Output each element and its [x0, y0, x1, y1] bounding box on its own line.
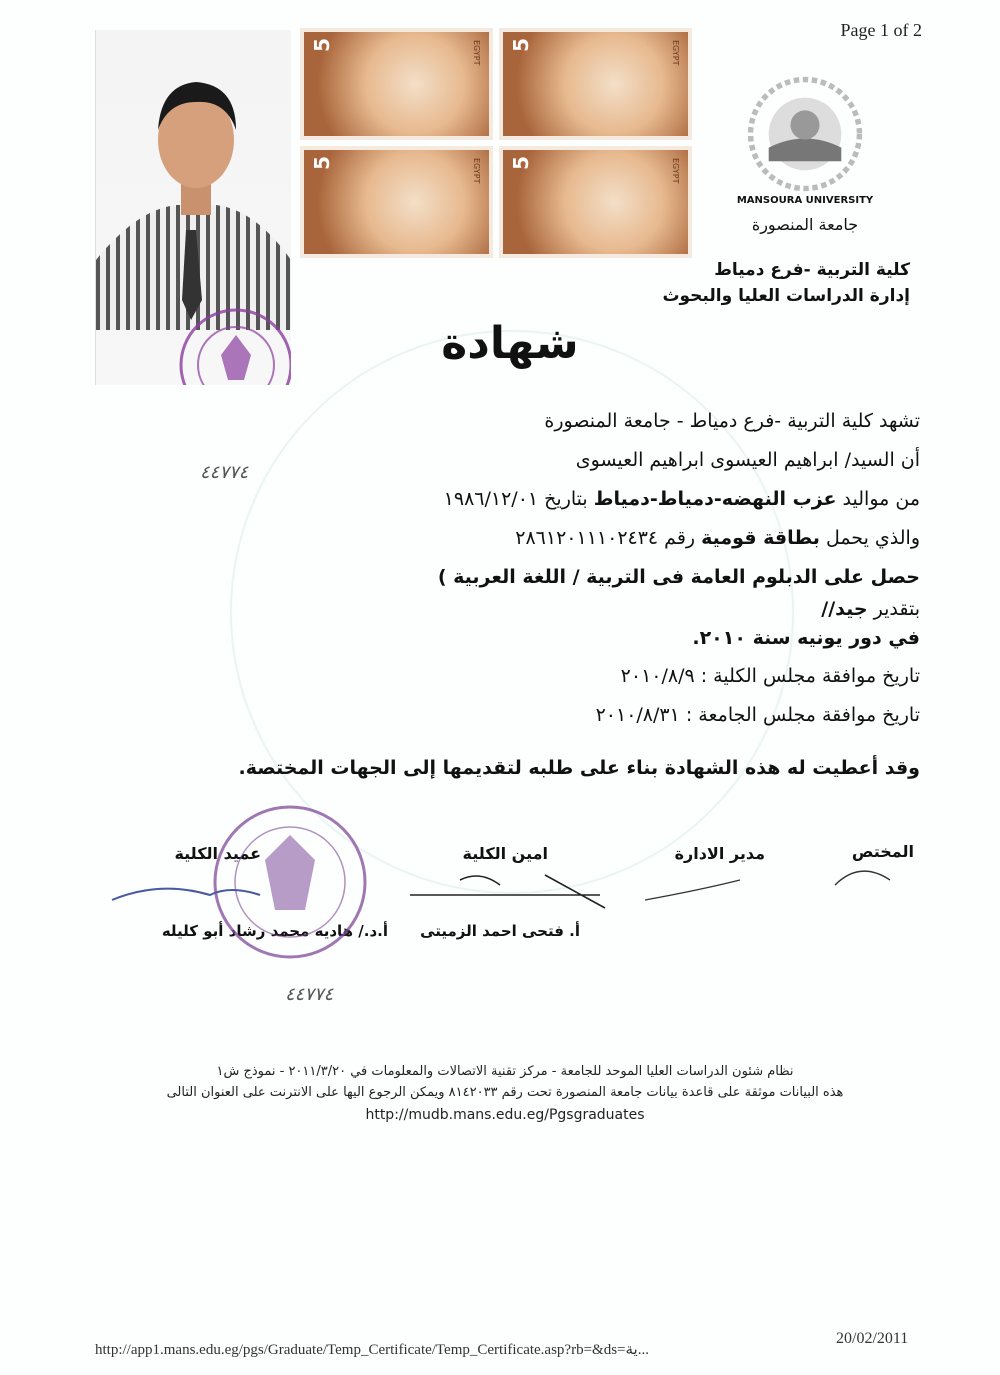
dean-name: أ.د./ هاديه محمد رشاد أبو كليله	[161, 922, 388, 940]
body-line-1: تشهد كلية التربية -فرع دمياط - جامعة المنصورة	[544, 410, 920, 432]
national-id-line: والذي يحمل بطاقة قومية رقم ٢٨٦١٢٠١١١٠٢٤٣٤	[515, 527, 920, 549]
print-date: 20/02/2011	[836, 1330, 909, 1347]
revenue-stamp: 5 EGYPT	[499, 28, 692, 140]
dean-label: عميد الكلية	[174, 844, 261, 863]
logo-arabic-name: جامعة المنصورة	[751, 215, 859, 234]
closing-statement: وقد أعطيت له هذه الشهادة بناء على طلبه لتقديمها إلى الجهات المختصة.	[238, 757, 920, 779]
degree-line: حصل على الدبلوم العامة فى التربية / اللغة العربية )	[437, 566, 920, 588]
revenue-stamp: 5 EGYPT	[499, 146, 692, 258]
print-url: http://app1.mans.edu.eg/pgs/Graduate/Temp_Certificate/Temp_Certificate.asp?rb=&ds=ية...	[95, 1342, 649, 1358]
grade-line: بتقدير جيد//	[821, 598, 920, 620]
department-name: إدارة الدراسات العليا والبحوث	[662, 286, 910, 306]
faculty-secretary-label: امين الكلية	[462, 844, 548, 863]
handwritten-number: ٤٤٧٧٤	[200, 462, 249, 483]
revenue-stamp: 5 EGYPT	[300, 146, 493, 258]
university-council-date: تاريخ موافقة مجلس الجامعة : ٢٠١٠/٨/٣١	[595, 704, 920, 726]
faculty-name: كلية التربية -فرع دمياط	[714, 260, 910, 280]
footer-verification-line: هذه البيانات موثقة على قاعدة بيانات جامعة المنصورة تحت رقم ٨١٤٢٠٣٣ ويمكن الرجوع اليها على الانترنت على العنوان التالى	[166, 1085, 844, 1100]
birth-line: من مواليد عزب النهضه-دمياط-دمياط بتاريخ ١٩٨٦/١٢/٠١	[443, 488, 920, 510]
university-emblem-icon	[730, 75, 880, 193]
logo-english-name: MANSOURA UNIVERSITY	[736, 195, 874, 206]
page-indicator: Page 1 of 2	[840, 20, 922, 40]
session-line: في دور يونيه سنة ٢٠١٠.	[692, 627, 920, 649]
student-name-line: أن السيد/ ابراهيم العيسوى ابراهيم العيسوى	[575, 449, 920, 471]
signatures-and-seal	[100, 800, 920, 1000]
verification-url-link[interactable]: http://mudb.mans.edu.eg/Pgsgraduates	[365, 1107, 645, 1123]
certificate-title: شهادة	[441, 318, 579, 369]
handwritten-number: ٤٤٧٧٤	[285, 984, 334, 1005]
specialist-label: المختص	[851, 842, 914, 861]
revenue-stamps	[300, 28, 692, 258]
admin-director-label: مدير الادارة	[674, 844, 765, 863]
revenue-stamp: 5 EGYPT	[300, 28, 493, 140]
faculty-secretary-name: أ. فتحى احمد الزميتى	[420, 922, 580, 940]
footer-system-line: نظام شئون الدراسات العليا الموحد للجامعة - مركز تقنية الاتصالات والمعلومات في ٢٠١١/٣/٢٠ - نموذج ش١	[216, 1064, 794, 1079]
mansoura-university-logo	[730, 75, 880, 245]
faculty-council-date: تاريخ موافقة مجلس الكلية : ٢٠١٠/٨/٩	[620, 665, 920, 687]
